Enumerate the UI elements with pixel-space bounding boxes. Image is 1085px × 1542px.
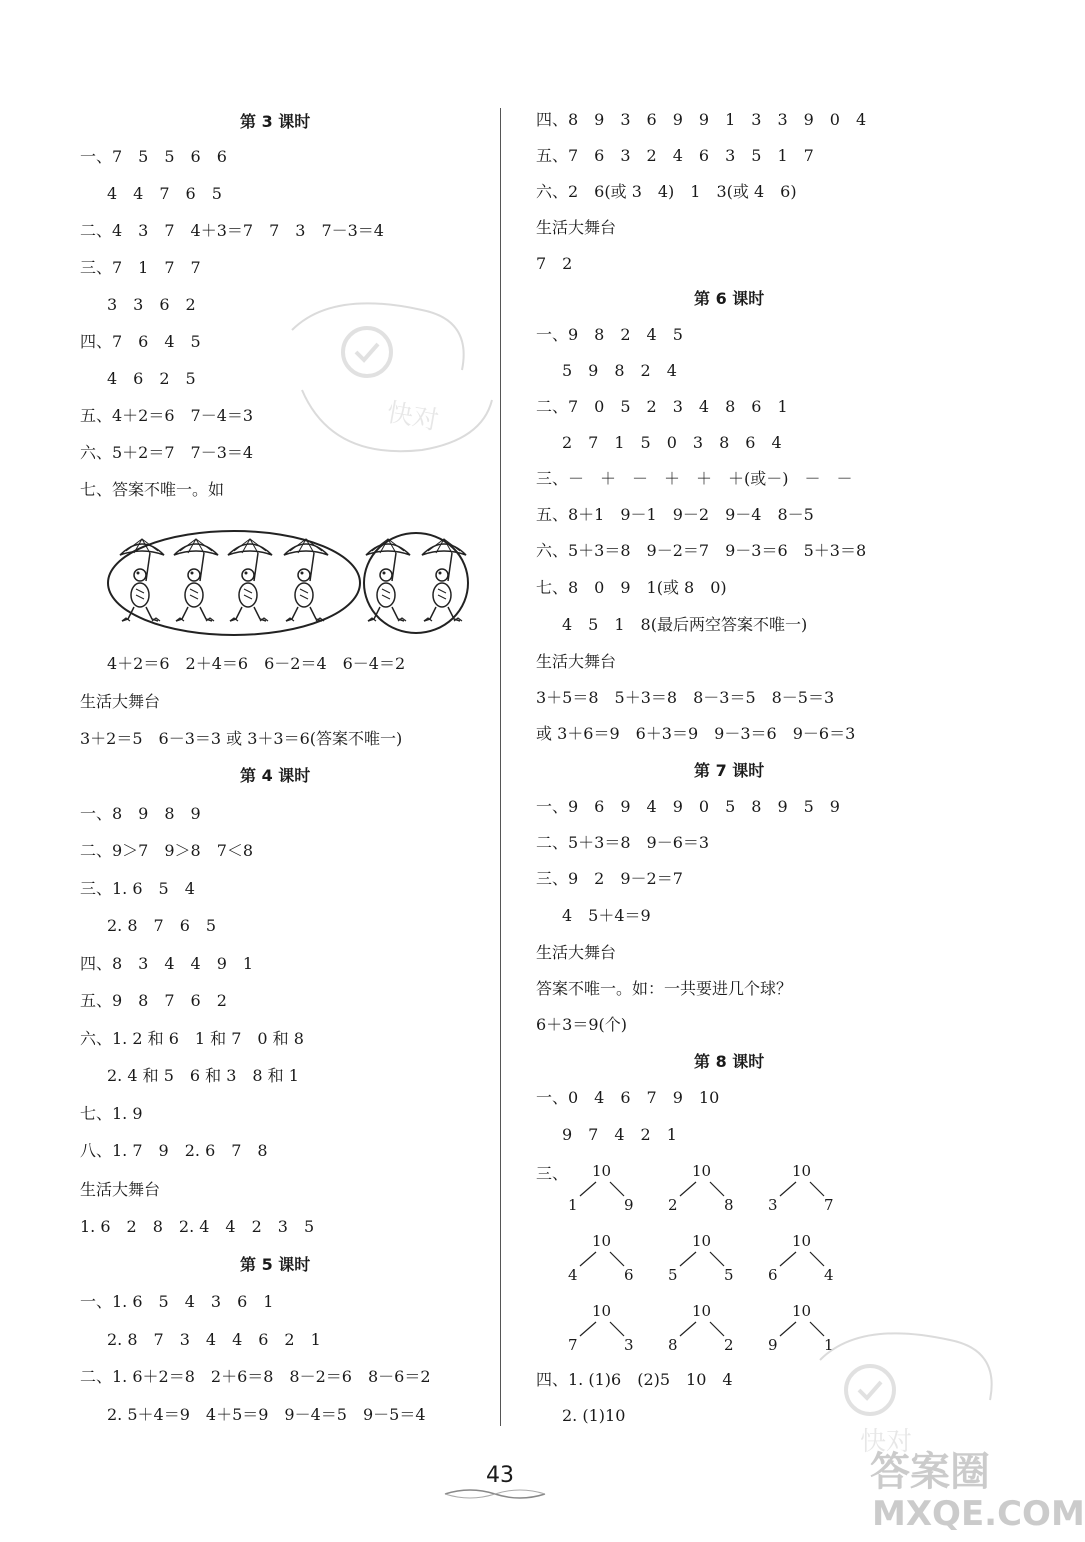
tree-left: 2 [668,1196,678,1214]
answer-line: 六、2 6(或 3 4) 1 3(或 4 6) [536,182,797,201]
answer-line: 五、8＋1 9－1 9－2 9－4 8－5 [536,505,814,524]
answer-line: 或 3＋6＝9 6＋3＝9 9－3＝6 9－6＝3 [536,724,856,743]
answer-line: 八、1. 7 9 2. 6 7 8 [80,1141,268,1160]
frog-icon [422,539,466,621]
answer-line: 3＋5＝8 5＋3＝8 8－3＝5 8－5＝3 [536,688,835,707]
answer-line: 二、7 0 5 2 3 4 8 6 1 [536,397,788,416]
decomposition-tree [562,1162,642,1222]
answer-line: 7 2 [536,254,573,273]
answer-line: 三、9 2 9－2＝7 [536,869,683,888]
tree-right: 5 [724,1266,734,1284]
decomposition-tree [562,1232,642,1292]
answer-line: 4＋2＝6 2＋4＝6 6－2＝4 6－4＝2 [107,654,406,673]
tree-left: 1 [568,1196,578,1214]
section-heading: 第 8 课时 [694,1052,765,1071]
tree-right: 1 [824,1336,834,1354]
tree-right: 9 [624,1196,634,1214]
frog-icon [174,539,218,621]
tree-right: 8 [724,1196,734,1214]
answer-line: 2. 5＋4＝9 4＋5＝9 9－4＝5 9－5＝4 [107,1405,426,1424]
answer-line: 2. 8 7 3 4 4 6 2 1 [107,1330,321,1349]
answer-line: 一、7 5 5 6 6 [80,147,227,166]
tree-top: 10 [592,1162,612,1180]
decomposition-tree [662,1162,742,1222]
answer-line: 六、5＋3＝8 9－2＝7 9－3＝6 5＋3＝8 [536,541,867,560]
tree-left: 8 [668,1336,678,1354]
decomposition-tree [762,1232,842,1292]
answer-line: 三、7 1 7 7 [80,258,201,277]
watermark-logo: 答案圈 [870,1449,990,1495]
decomposition-tree [562,1302,642,1362]
page-ornament-icon [440,1486,550,1502]
watermark-site: MXQE.COM [872,1494,1085,1534]
frog-icon [366,539,410,621]
decomposition-tree [662,1302,742,1362]
answer-line: 一、0 4 6 7 9 10 [536,1088,720,1107]
answer-line: 5 9 8 2 4 [562,361,677,380]
section-heading: 第 4 课时 [240,766,311,785]
answer-line: 一、8 9 8 9 [80,804,201,823]
decomposition-tree [662,1232,742,1292]
answer-line: 生活大舞台 [536,943,617,962]
tree-left: 6 [768,1266,778,1284]
tree-top: 10 [692,1232,712,1250]
section-heading: 第 3 课时 [240,112,311,131]
tree-right: 3 [624,1336,634,1354]
answer-line: 生活大舞台 [536,218,617,237]
frog-icon [120,539,164,621]
tree-left: 4 [568,1266,578,1284]
answer-line: 6＋3＝9(个) [536,1015,628,1034]
answer-line: 七、1. 9 [80,1104,143,1123]
frog-groups-illustration [106,527,476,647]
tree-top: 10 [792,1302,812,1320]
answer-line: 五、9 8 7 6 2 [80,991,227,1010]
answer-line: 一、9 6 9 4 9 0 5 8 9 5 9 [536,797,840,816]
answer-line: 二、4 3 7 4＋3＝7 7 3 7－3＝4 [80,221,384,240]
answer-line: 五、7 6 3 2 4 6 3 5 1 7 [536,146,814,165]
tree-right: 4 [824,1266,834,1284]
frog-icon [228,539,272,621]
answer-line: 2. 8 7 6 5 [107,916,217,935]
answer-line: 六、1. 2 和 6 1 和 7 0 和 8 [80,1029,304,1048]
section-heading: 第 7 课时 [694,761,765,780]
tree-right: 2 [724,1336,734,1354]
frog-icon [284,539,328,621]
answer-line: 3＋2＝5 6－3＝3 或 3＋3＝6(答案不唯一) [80,729,403,748]
answer-line: 七、答案不唯一。如 [80,480,225,499]
watermark-stamp-top [272,290,502,470]
answer-line: 三、－ ＋ － ＋ ＋ ＋(或－) － － [536,469,853,488]
tree-left: 9 [768,1336,778,1354]
answer-line: 4 5＋4＝9 [562,906,651,925]
answer-line: 3 3 6 2 [107,295,196,314]
tree-top: 10 [792,1162,812,1180]
answer-line: 4 4 7 6 5 [107,184,222,203]
tree-left: 3 [768,1196,778,1214]
answer-line: 七、8 0 9 1(或 8 0) [536,578,727,597]
answer-line: 4 6 2 5 [107,369,196,388]
answer-line: 一、9 8 2 4 5 [536,325,683,344]
answer-line: 四、8 9 3 6 9 9 1 3 3 9 0 4 [536,110,867,129]
tree-left: 5 [668,1266,678,1284]
answer-line: 二、9＞7 9＞8 7＜8 [80,841,254,860]
svg-text:快对: 快对 [384,397,441,437]
svg-text:快对: 快对 [860,1427,913,1457]
page-number: 43 [486,1463,514,1488]
tree-top: 10 [792,1232,812,1250]
answer-line: 4 5 1 8(最后两空答案不唯一) [562,615,808,634]
tree-question-label: 三、 [536,1164,569,1183]
tree-top: 10 [692,1162,712,1180]
answer-line: 一、1. 6 5 4 3 6 1 [80,1292,274,1311]
section-heading: 第 5 课时 [240,1255,311,1274]
answer-line: 四、7 6 4 5 [80,332,201,351]
section-heading: 第 6 课时 [694,289,765,308]
tree-right: 7 [824,1196,834,1214]
tree-top: 10 [592,1302,612,1320]
answer-line: 二、1. 6＋2＝8 2＋6＝8 8－2＝6 8－6＝2 [80,1367,431,1386]
answer-line: 五、4＋2＝6 7－4＝3 [80,406,254,425]
answer-line: 1. 6 2 8 2. 4 4 2 3 5 [80,1217,315,1236]
answer-line: 9 7 4 2 1 [562,1125,677,1144]
answer-line: 四、1. (1)6 (2)5 10 4 [536,1370,733,1389]
answer-line: 2. 4 和 5 6 和 3 8 和 1 [107,1066,299,1085]
answer-line: 2 7 1 5 0 3 8 6 4 [562,433,782,452]
answer-line: 六、5＋2＝7 7－3＝4 [80,443,254,462]
tree-top: 10 [592,1232,612,1250]
tree-right: 6 [624,1266,634,1284]
answer-line: 答案不唯一。如：一共要进几个球？ [536,979,793,998]
answer-line: 2. (1)10 [562,1406,626,1425]
answer-line: 生活大舞台 [80,1180,161,1199]
tree-top: 10 [692,1302,712,1320]
answer-line: 三、1. 6 5 4 [80,879,195,898]
answer-line: 二、5＋3＝8 9－6＝3 [536,833,710,852]
answer-line: 生活大舞台 [80,692,161,711]
tree-left: 7 [568,1336,578,1354]
answer-line: 生活大舞台 [536,652,617,671]
answer-line: 四、8 3 4 4 9 1 [80,954,254,973]
decomposition-tree [762,1162,842,1222]
